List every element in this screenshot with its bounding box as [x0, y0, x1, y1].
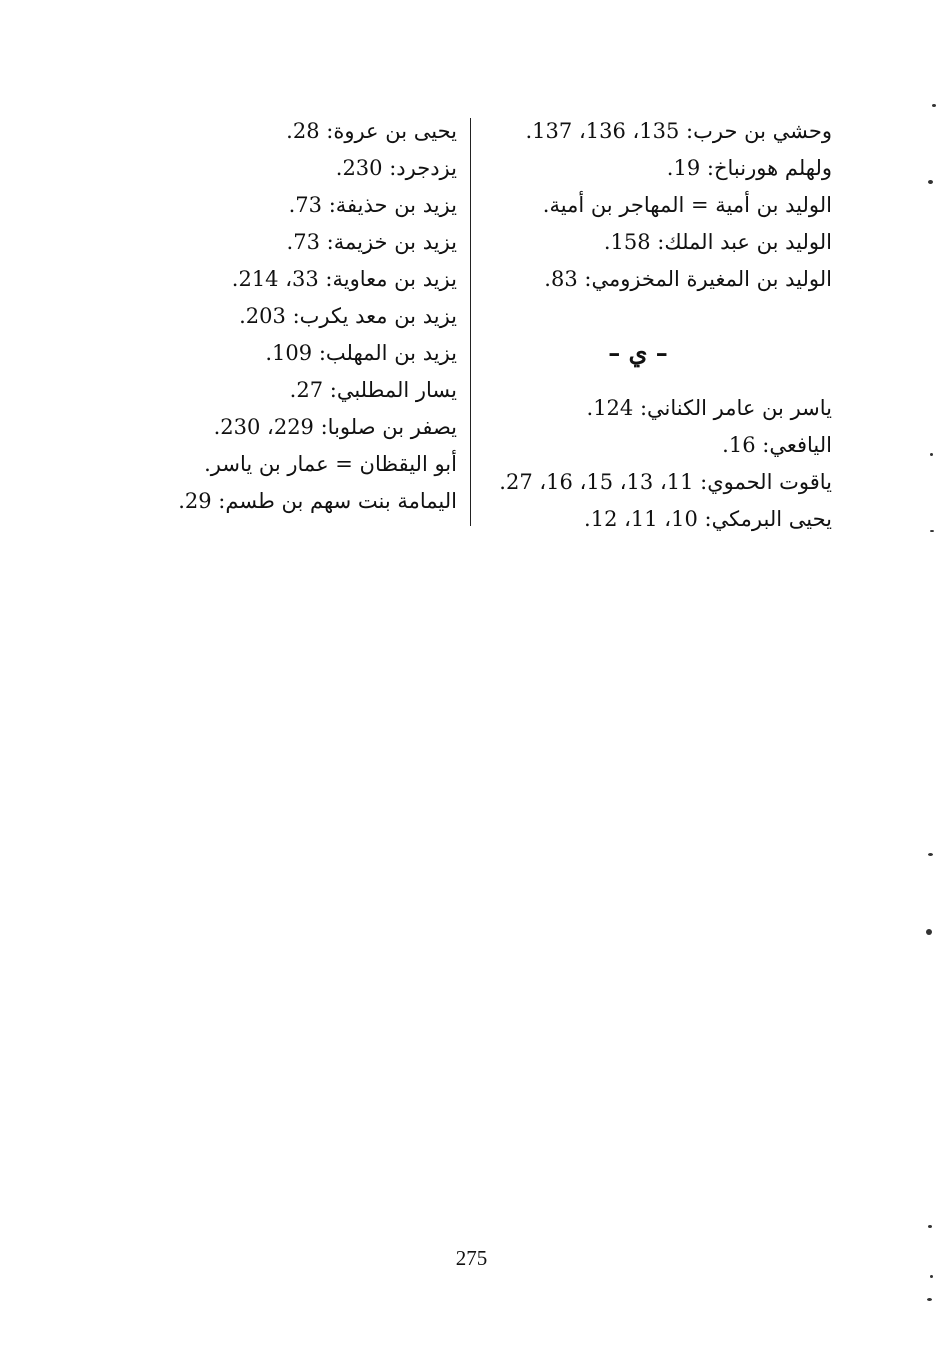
scan-speck — [930, 530, 934, 532]
page-number: 275 — [455, 1246, 488, 1270]
section-heading-ya: – ي – — [608, 338, 668, 367]
index-entry: اليافعي: 16. — [722, 433, 832, 457]
index-entry: يزيد بن المهلب: 109. — [265, 341, 457, 365]
index-column-right — [480, 113, 832, 538]
index-entry: يزيد بن معد يكرب: 203. — [239, 304, 457, 328]
scan-speck — [930, 453, 933, 456]
index-column-left — [150, 113, 457, 520]
index-entry: أبو اليقظان = عمار بن ياسر. — [204, 452, 457, 476]
index-entry: يسار المطلبي: 27. — [289, 378, 457, 402]
index-entry: اليمامة بنت سهم بن طسم: 29. — [178, 489, 457, 513]
index-entry: يزيد بن خزيمة: 73. — [286, 230, 457, 254]
index-entry: يصفر بن صلوبا: 229، 230. — [213, 415, 457, 439]
index-entry: ولهلم هورنباخ: 19. — [666, 156, 832, 180]
scan-speck — [926, 929, 932, 935]
index-entry: الوليد بن المغيرة المخزومي: 83. — [544, 267, 832, 291]
scan-speck — [928, 853, 933, 856]
index-entry: الوليد بن أمية = المهاجر بن أمية. — [542, 193, 832, 217]
index-entry: ياسر بن عامر الكناني: 124. — [586, 396, 832, 420]
scan-speck — [930, 1275, 933, 1278]
index-entry: يزدجرد: 230. — [335, 156, 457, 180]
index-entry: يزيد بن حذيفة: 73. — [288, 193, 457, 217]
scan-speck — [928, 180, 933, 184]
scan-speck — [928, 1225, 932, 1228]
scan-speck — [932, 104, 936, 107]
index-entry: الوليد بن عبد الملك: 158. — [603, 230, 832, 254]
section-spacer — [480, 298, 832, 316]
index-entry: يحيى بن عروة: 28. — [286, 119, 457, 143]
scan-speck — [927, 1298, 932, 1301]
column-divider — [470, 118, 471, 526]
index-entry: وحشي بن حرب: 135، 136، 137. — [525, 119, 832, 143]
index-entry: يزيد بن معاوية: 33، 214. — [231, 267, 457, 291]
index-entry: يحيى البرمكي: 10، 11، 12. — [584, 507, 832, 531]
index-entry: ياقوت الحموي: 11، 13، 15، 16، 27. — [499, 470, 832, 494]
